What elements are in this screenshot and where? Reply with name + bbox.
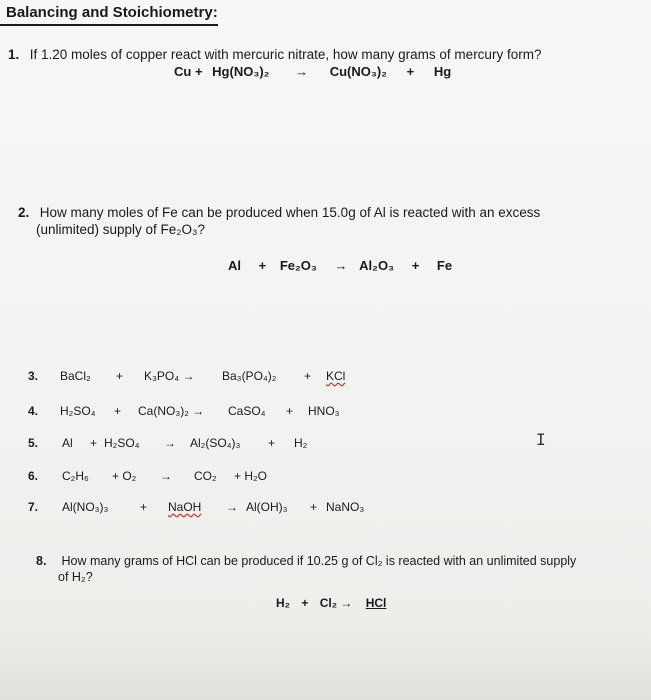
eq4-cano32: Ca(NO₃)₂ →: [138, 404, 205, 418]
eq5-h2: H₂: [294, 436, 308, 450]
eq8-cl2: Cl₂ →: [319, 596, 353, 610]
eq4-plus-1: +: [114, 404, 122, 418]
eq6-c2h6: C₂H₆: [62, 469, 89, 483]
eq7-naoh: NaOH: [168, 500, 202, 514]
question-4-number: 4.: [28, 404, 39, 418]
question-2-equation: [228, 258, 452, 273]
question-8-line-1: How many grams of HCl can be produced if 10.25 g of Cl₂ is reacted with an unlimited supply: [61, 554, 577, 568]
eq1-arrow: →: [295, 64, 309, 79]
question-3-number: 3.: [28, 369, 39, 383]
eq1-product-1: Cu(NO₃)₂: [329, 64, 387, 79]
question-7-number: 7.: [28, 500, 39, 514]
eq5-al2so43: Al₂(SO₄)₃: [190, 436, 241, 450]
question-1-number: 1.: [8, 47, 20, 62]
eq2-arrow: →: [334, 258, 348, 273]
title-underline: [0, 24, 218, 26]
eq3-kcl: KCl: [326, 369, 346, 383]
question-8-equation: [276, 596, 386, 610]
eq8-h2: H₂: [276, 596, 290, 610]
question-2-number: 2.: [18, 205, 30, 220]
question-1-text: If 1.20 moles of copper react with mercuric nitrate, how many grams of mercury form?: [29, 47, 542, 62]
eq4-caso4: CaSO₄: [228, 404, 266, 418]
eq1-plus: +: [406, 64, 415, 79]
eq3-ba3po42: Ba₃(PO₄)₂: [222, 369, 277, 383]
question-1: [8, 46, 541, 63]
eq7-plus-2: +: [310, 500, 318, 514]
question-2-line-1: How many moles of Fe can be produced when 15.0g of Al is reacted with an excess: [39, 205, 541, 220]
eq3-plus-2: +: [304, 369, 312, 383]
eq6-arrow: →: [160, 469, 172, 483]
eq1-product-2: Hg: [433, 64, 452, 79]
eq3-plus-1: +: [116, 369, 124, 383]
eq2-product-1: Al₂O₃: [359, 258, 395, 273]
question-1-equation: [174, 64, 451, 79]
question-6-number: 6.: [28, 469, 39, 483]
eq7-alno33: Al(NO₃)₃: [62, 500, 109, 514]
eq3-k3po4: K₃PO₄ →: [144, 369, 195, 383]
eq4-hno3: HNO₃: [308, 404, 340, 418]
eq8-hcl: HCl: [365, 596, 387, 610]
eq2-plus-2: +: [411, 258, 420, 273]
eq5-plus-2: +: [268, 436, 276, 450]
question-2-line-2: (unlimited) supply of Fe₂O₃?: [36, 222, 206, 237]
eq6-o2: + O₂: [112, 469, 137, 483]
text-cursor-icon: I: [536, 430, 546, 449]
eq3-bacl2: BaCl₂: [60, 369, 91, 383]
page-title: Balancing and Stoichiometry:: [6, 4, 218, 21]
eq5-arrow: →: [164, 436, 176, 450]
eq5-h2so4: H₂SO₄: [104, 436, 140, 450]
question-8-number: 8.: [36, 554, 47, 568]
eq7-aloh3: Al(OH)₃: [246, 500, 288, 514]
eq5-plus-1: +: [90, 436, 98, 450]
eq1-reactant-1: Cu +: [174, 64, 203, 79]
question-8: [36, 553, 576, 570]
eq2-reactant-1: Al: [228, 258, 241, 273]
eq7-nano3: NaNO₃: [326, 500, 365, 514]
question-8-line-2: of H₂?: [58, 570, 93, 584]
eq2-plus-1: +: [258, 258, 267, 273]
eq2-product-2: Fe: [436, 258, 453, 273]
eq2-reactant-2: Fe₂O₃: [279, 258, 317, 273]
eq6-h2o: + H₂O: [234, 469, 267, 483]
question-2: [18, 204, 540, 221]
eq6-co2: CO₂: [194, 469, 217, 483]
question-5-number: 5.: [28, 436, 39, 450]
eq7-plus-1: +: [140, 500, 148, 514]
eq4-h2so4: H₂SO₄: [60, 404, 96, 418]
eq8-plus: +: [301, 596, 309, 610]
eq4-plus-2: +: [286, 404, 294, 418]
eq1-reactant-2: Hg(NO₃)₂: [212, 64, 270, 79]
eq5-al: Al: [62, 436, 73, 450]
eq7-arrow: →: [226, 500, 238, 514]
page-shadow: [0, 630, 651, 700]
